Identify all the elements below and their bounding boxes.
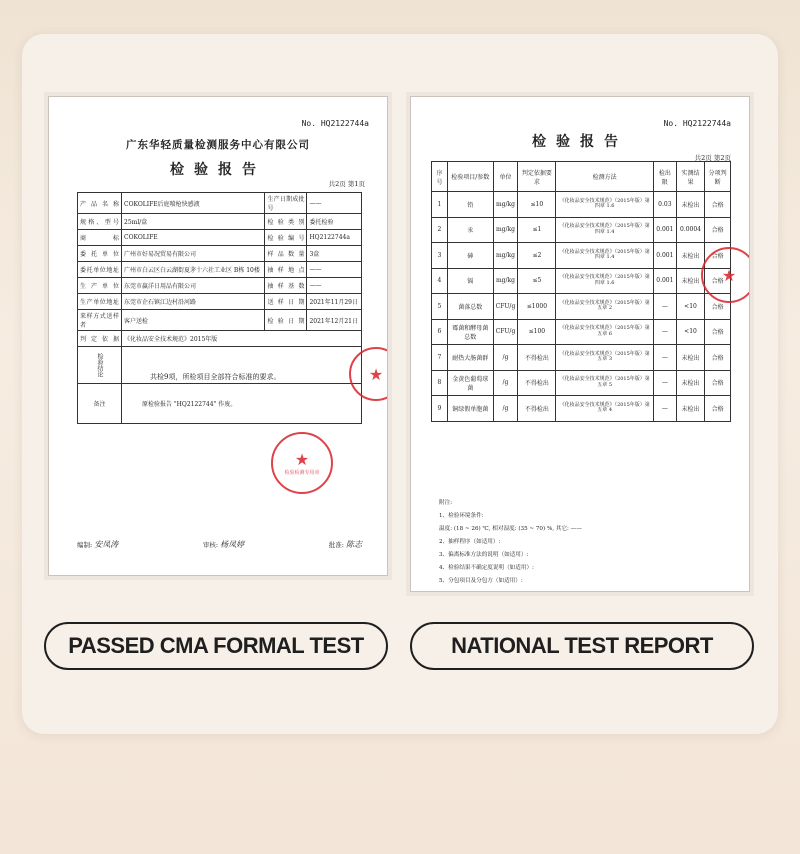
table-cell: — (653, 294, 676, 320)
page-indicator: 共2页 第1页 (328, 180, 365, 188)
table-row (432, 319, 731, 345)
table-cell: 7 (432, 345, 448, 371)
info-row (78, 193, 362, 214)
report-info-table (77, 192, 362, 424)
note-line: 附注: (439, 500, 453, 506)
note-line: 2、抽样程序（如适用）: (439, 539, 501, 545)
table-cell: 不得检出 (518, 370, 556, 396)
table-cell: 砷 (447, 243, 493, 269)
basis-value: 《化妆品安全技术规范》2015年版 (122, 331, 362, 347)
info-label: 送样日期 (265, 294, 307, 310)
table-cell: 菌落总数 (447, 294, 493, 320)
column-header: 单位 (493, 162, 518, 192)
column-header: 判定依据要求 (518, 162, 556, 192)
signature-reviewer: 审核: 杨凤婷 (202, 540, 245, 549)
conclusion-text: 共检9项，所检项目全部符合标准的要求。 (150, 373, 281, 381)
info-row (78, 262, 362, 278)
inspection-report-page-2 (410, 96, 750, 592)
column-header: 检验项目/参数 (447, 162, 493, 192)
info-row (78, 246, 362, 262)
table-cell: 8 (432, 370, 448, 396)
table-cell: — (653, 370, 676, 396)
table-cell: 0.0004 (676, 217, 704, 243)
info-label: 检验类别 (265, 214, 307, 230)
caption-national-report: NATIONAL TEST REPORT (410, 622, 754, 670)
report-number: No. HQ2122744a (301, 119, 369, 128)
table-cell: <10 (676, 294, 704, 320)
table-cell: 未检出 (676, 243, 704, 269)
report-title: 检验报告 (532, 134, 628, 150)
remark-value: 原检验报告 "HQ2122744" 作废。 (122, 384, 362, 424)
table-cell: CFU/g (493, 294, 518, 320)
table-row (432, 268, 731, 294)
table-cell: ≤100 (518, 319, 556, 345)
info-label: 生产单位 (78, 278, 122, 294)
column-header: 检测方法 (556, 162, 653, 192)
page-indicator: 共2页 第2页 (694, 154, 731, 162)
table-cell: ≤10 (518, 192, 556, 218)
table-cell: 合格 (705, 243, 731, 269)
star-icon: ★ (368, 364, 384, 384)
table-cell: 耐热大肠菌群 (447, 345, 493, 371)
table-cell: 不得检出 (518, 345, 556, 371)
table-cell: <10 (676, 319, 704, 345)
info-value: 东莞市赢洋日用品有限公司 (122, 278, 265, 294)
column-header: 检出限 (653, 162, 676, 192)
table-cell: — (653, 396, 676, 422)
info-label: 委托单位 (78, 246, 122, 262)
signature-row (77, 539, 362, 550)
info-row (78, 310, 362, 331)
star-icon: ★ (721, 265, 737, 285)
info-row (78, 214, 362, 230)
table-cell: 3 (432, 243, 448, 269)
table-row (432, 243, 731, 269)
table-cell: mg/kg (493, 192, 518, 218)
test-results-table (431, 161, 731, 422)
table-row (432, 370, 731, 396)
table-cell: mg/kg (493, 217, 518, 243)
organization-name: 广东华轻质量检测服务中心有限公司 (126, 139, 310, 151)
table-cell: 不得检出 (518, 396, 556, 422)
seam-stamp (701, 247, 750, 303)
table-cell: mg/kg (493, 243, 518, 269)
table-cell: 0.001 (653, 243, 676, 269)
info-label: 规格、型号 (78, 214, 122, 230)
table-cell: — (653, 345, 676, 371)
info-row (78, 278, 362, 294)
info-value: 25ml/盒 (122, 214, 265, 230)
table-cell: 0.03 (653, 192, 676, 218)
table-row (432, 294, 731, 320)
info-value: 3盒 (307, 246, 362, 262)
table-cell: 合格 (705, 370, 731, 396)
info-value: 客户送检 (122, 310, 265, 331)
table-cell: 5 (432, 294, 448, 320)
table-cell: 霉菌和酵母菌总数 (447, 319, 493, 345)
table-cell: 0.001 (653, 268, 676, 294)
table-cell: 合格 (705, 192, 731, 218)
table-cell: 未检出 (676, 370, 704, 396)
table-row (432, 345, 731, 371)
info-label: 检验编号 (265, 230, 307, 246)
info-value: HQ2122744a (307, 230, 362, 246)
table-cell: 《化妆品安全技术规范》（2015年版）第五章 2 (556, 294, 653, 320)
table-cell: 《化妆品安全技术规范》（2015年版）第五章 5 (556, 370, 653, 396)
table-cell: 金黄色葡萄球菌 (447, 370, 493, 396)
signature-approver: 批准: 陈志 (328, 540, 362, 549)
table-cell: 6 (432, 319, 448, 345)
report-number: No. HQ2122744a (663, 119, 731, 128)
table-cell: 《化妆品安全技术规范》（2015年版）第五章 4 (556, 396, 653, 422)
table-cell: 镉 (447, 268, 493, 294)
star-icon: ★ (294, 450, 310, 469)
info-value: 东莞市企石镇江边村沿河路 (122, 294, 265, 310)
info-label: 委托单位地址 (78, 262, 122, 278)
table-cell: 铜绿假单胞菌 (447, 396, 493, 422)
inspection-report-page-1 (48, 96, 388, 576)
basis-label: 判定依据 (78, 331, 122, 347)
info-value: COKOLIFE (122, 230, 265, 246)
info-label: 生产单位地址 (78, 294, 122, 310)
table-cell: 0.001 (653, 217, 676, 243)
info-value: —— (307, 262, 362, 278)
table-cell: 未检出 (676, 396, 704, 422)
info-value: 广州市好易况贸易有限公司 (122, 246, 265, 262)
info-row (78, 294, 362, 310)
info-label: 样品数量 (265, 246, 307, 262)
table-cell: /g (493, 370, 518, 396)
table-cell: 《化妆品安全技术规范》（2015年版）第四章 1.4 (556, 217, 653, 243)
table-cell: 1 (432, 192, 448, 218)
table-cell: ≤1 (518, 217, 556, 243)
table-cell: 《化妆品安全技术规范》（2015年版）第五章 6 (556, 319, 653, 345)
info-value: —— (307, 193, 362, 214)
table-cell: ≤1000 (518, 294, 556, 320)
table-cell: 未检出 (676, 192, 704, 218)
info-label: 产品名称 (78, 193, 122, 214)
info-label: 检验日期 (265, 310, 307, 331)
official-stamp: ★ 检验检测专用章 (271, 432, 333, 494)
info-value: 广州市白云区白云湖街夏茅十六社工业区 B栋 10楼 (122, 262, 265, 278)
table-cell: 合格 (705, 217, 731, 243)
table-cell: CFU/g (493, 319, 518, 345)
conclusion-cell (122, 347, 362, 384)
table-cell: 《化妆品安全技术规范》（2015年版）第四章 1.6 (556, 192, 653, 218)
column-header: 实测结果 (676, 162, 704, 192)
info-value: 2021年12月21日 (307, 310, 362, 331)
note-line: 5、分包项目及分包方（如适用）: (439, 578, 523, 584)
table-cell: 合格 (705, 345, 731, 371)
table-cell: 合格 (705, 268, 731, 294)
info-value: COKOLIFE后庭喷枪快感液 (122, 193, 265, 214)
info-label: 来样方式送样者 (78, 310, 122, 331)
column-header: 分项判断 (705, 162, 731, 192)
table-row (432, 192, 731, 218)
table-cell: /g (493, 345, 518, 371)
table-cell: /g (493, 396, 518, 422)
table-cell: ≤2 (518, 243, 556, 269)
note-line: 3、偏离标准方法的说明（如适用）: (439, 552, 529, 558)
caption-cma-test: PASSED CMA FORMAL TEST (44, 622, 388, 670)
notes-section (439, 497, 582, 588)
column-header: 序号 (432, 162, 448, 192)
info-label: 生产日期成批号 (265, 193, 307, 214)
info-value: —— (307, 278, 362, 294)
table-cell: 汞 (447, 217, 493, 243)
table-row (432, 217, 731, 243)
table-cell: 铅 (447, 192, 493, 218)
table-cell: 未检出 (676, 268, 704, 294)
table-cell: 未检出 (676, 345, 704, 371)
info-value: 2021年11月29日 (307, 294, 362, 310)
note-line: 1、检验环境条件: (439, 513, 484, 519)
table-cell: 4 (432, 268, 448, 294)
note-line: 温度: (18 ~ 26) ℃, 相对湿度: (35 ~ 70) %, 其它: —— (439, 526, 582, 532)
info-label: 商标 (78, 230, 122, 246)
table-cell: 合格 (705, 319, 731, 345)
info-label: 抽样基数 (265, 278, 307, 294)
table-cell: 2 (432, 217, 448, 243)
table-cell: 《化妆品安全技术规范》（2015年版）第五章 3 (556, 345, 653, 371)
table-cell: — (653, 319, 676, 345)
signature-compiler: 编制: 安凤涛 (77, 540, 119, 549)
info-label: 抽样地点 (265, 262, 307, 278)
table-cell: 9 (432, 396, 448, 422)
remark-label: 备注 (78, 384, 122, 424)
table-cell: ≤5 (518, 268, 556, 294)
table-cell: 《化妆品安全技术规范》（2015年版）第四章 1.6 (556, 268, 653, 294)
table-cell: 合格 (705, 396, 731, 422)
table-row (432, 396, 731, 422)
conclusion-label: 检验结论 (78, 347, 122, 384)
info-row (78, 230, 362, 246)
note-line: 4、检验结果不确定度说明（如适用）: (439, 565, 534, 571)
table-cell: 合格 (705, 294, 731, 320)
table-cell: mg/kg (493, 268, 518, 294)
table-cell: 《化妆品安全技术规范》（2015年版）第四章 1.4 (556, 243, 653, 269)
info-value: 委托检验 (307, 214, 362, 230)
report-title: 检验报告 (170, 162, 266, 178)
